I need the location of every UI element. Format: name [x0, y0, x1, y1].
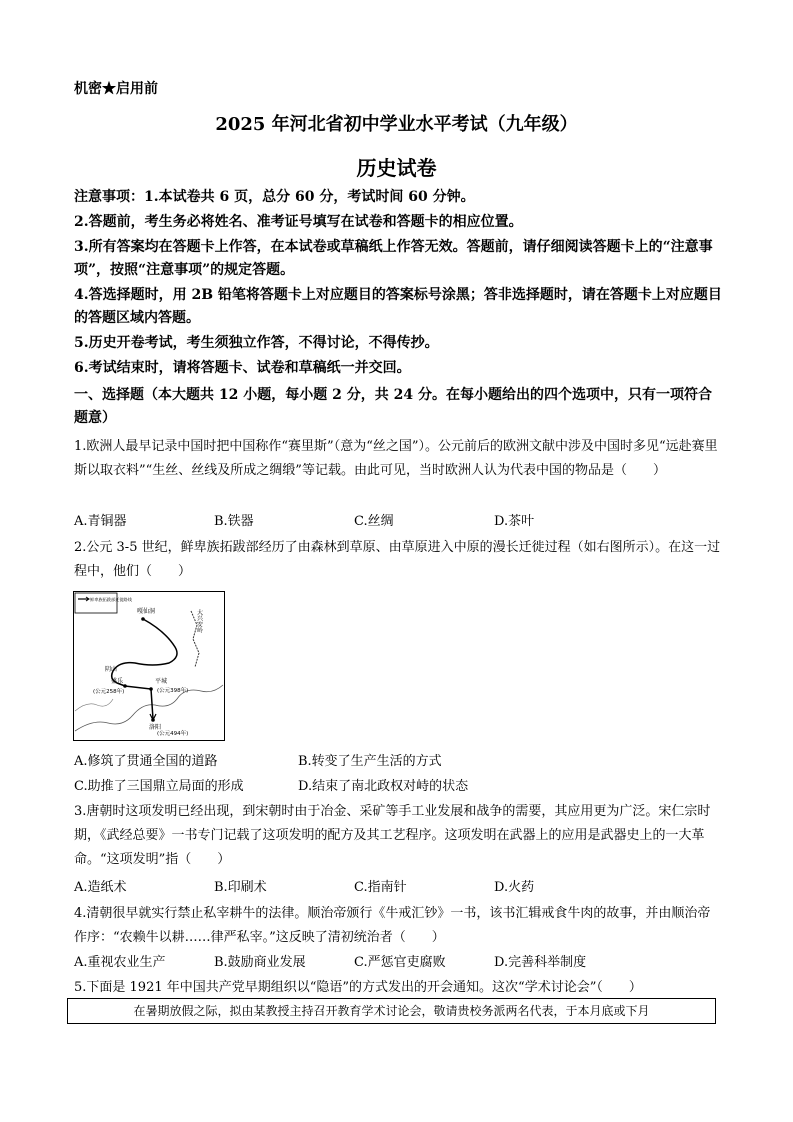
question-text: 3.唐朝时这项发明已经出现，到宋朝时由于冶金、采矿等手工业发展和战争的需要，其应用更为广泛。宋仁宗时期，《武经总要》一书专门记载了这项发明的配方及其工艺程序。这项发明在武器上的应用是武器史上的一大革命。“这项发明”指（ ）	[74, 804, 711, 867]
section-heading: 一、选择题（本大题共 12 小题，每小题 2 分，共 24 分。在每小题给出的四个选项中，只有一项符合题意）	[74, 387, 712, 426]
option-c: C.指南针	[354, 880, 407, 895]
map-label: (公元494年)	[157, 731, 189, 737]
question-2-options-row2	[74, 775, 722, 799]
instruction-item: 3.所有答案均在答题卡上作答，在本试卷或草稿纸上作答无效。答题前，请仔细阅读答题卡上的“注意事项”，按照“注意事项”的规定答题。	[74, 239, 713, 278]
option-d: D.茶叶	[494, 514, 535, 529]
question-4-stem	[74, 902, 722, 950]
option-d: D.结束了南北政权对峙的状态	[298, 779, 469, 794]
map-label: 大兴安岭	[195, 609, 203, 633]
question-4-options	[74, 951, 722, 975]
question-5-stem	[74, 976, 722, 1000]
question-text: 4.清朝很早就实行禁止私宰耕牛的法律。顺治帝颁行《牛戒汇钞》一书，该书汇辑戒食牛肉的故事，并由顺治帝作序：“农赖牛以耕……律严私宰。”这反映了清初统治者（ ）	[74, 906, 711, 945]
question-1-stem	[74, 435, 722, 483]
migration-map	[73, 591, 225, 741]
exam-title: 2025 年河北省初中学业水平考试（九年级）	[215, 114, 578, 135]
map-label: 阴山	[105, 666, 118, 673]
option-d: D.火药	[494, 880, 535, 895]
option-a: A.造纸术	[74, 880, 127, 895]
instruction-item: 5.历史开卷考试，考生须独立作答，不得讨论，不得传抄。	[74, 335, 439, 351]
option-b: B.鼓励商业发展	[214, 955, 306, 970]
option-a: A.修筑了贯通全国的道路	[74, 754, 218, 769]
map-label: (公元398年)	[157, 688, 189, 694]
option-b: B.转变了生产生活的方式	[298, 754, 442, 769]
instruction-item: 6.考试结束时，请将答题卡、试卷和草稿纸一并交回。	[74, 360, 411, 376]
question-text: 1.欧洲人最早记录中国时把中国称作“赛里斯”（意为“丝之国”）。公元前后的欧洲文献中涉及中国时多见“远赴赛里斯以取衣料”“生丝、丝线及所成之绸缎”等记载。由此可见，当时欧洲人认为代表中国的物品是（ ）	[74, 439, 718, 478]
map-label: 洛阳	[149, 724, 162, 731]
question-1-options	[74, 510, 722, 534]
map-label: (公元258年)	[93, 689, 125, 695]
question-2-options-row1	[74, 750, 722, 774]
question-2-stem	[74, 536, 722, 584]
map-label: 平城	[155, 678, 168, 685]
question-3-stem	[74, 800, 722, 872]
question-text: 5.下面是 1921 年中国共产党早期组织以“隐语”的方式发出的开会通知。这次“学术讨论会”（ ）	[74, 980, 642, 995]
instruction-item: 注意事项：1.本试卷共 6 页，总分 60 分，考试时间 60 分钟。	[74, 189, 475, 205]
option-c: C.严惩官吏腐败	[354, 955, 446, 970]
option-d: D.完善科举制度	[494, 955, 587, 970]
subject-title: 历史试卷	[356, 156, 437, 180]
meeting-notice-box: 在暑期放假之际，拟由某教授主持召开教育学术讨论会，敬请贵校务派两名代表，于本月底或下月	[67, 998, 716, 1024]
map-label: 嘎仙洞	[137, 608, 156, 615]
option-c: C.助推了三国鼎立局面的形成	[74, 779, 244, 794]
instruction-item: 4.答选择题时，用 2B 铅笔将答题卡上对应题目的答案标号涂黑；答非选择题时，请在答题卡上对应题目的答题区域内答题。	[74, 287, 722, 326]
map-label: 盛乐	[111, 678, 124, 685]
option-c: C.丝绸	[354, 514, 394, 529]
option-b: B.铁器	[214, 514, 254, 529]
confidential-mark: 机密★启用前	[74, 81, 158, 97]
exam-instructions	[74, 186, 722, 382]
question-text: 2.公元 3-5 世纪，鲜卑族拓跋部经历了由森林到草原、由草原进入中原的漫长迁徙过程（如右图所示）。在这一过程中，他们（ ）	[74, 540, 721, 579]
question-3-options	[74, 876, 722, 900]
map-legend: 鲜卑族拓跋部迁徙路线	[90, 597, 132, 602]
option-a: A.青铜器	[74, 514, 127, 529]
option-b: B.印刷术	[214, 880, 267, 895]
instruction-item: 2.答题前，考生务必将姓名、准考证号填写在试卷和答题卡的相应位置。	[74, 214, 523, 230]
option-a: A.重视农业生产	[74, 955, 166, 970]
